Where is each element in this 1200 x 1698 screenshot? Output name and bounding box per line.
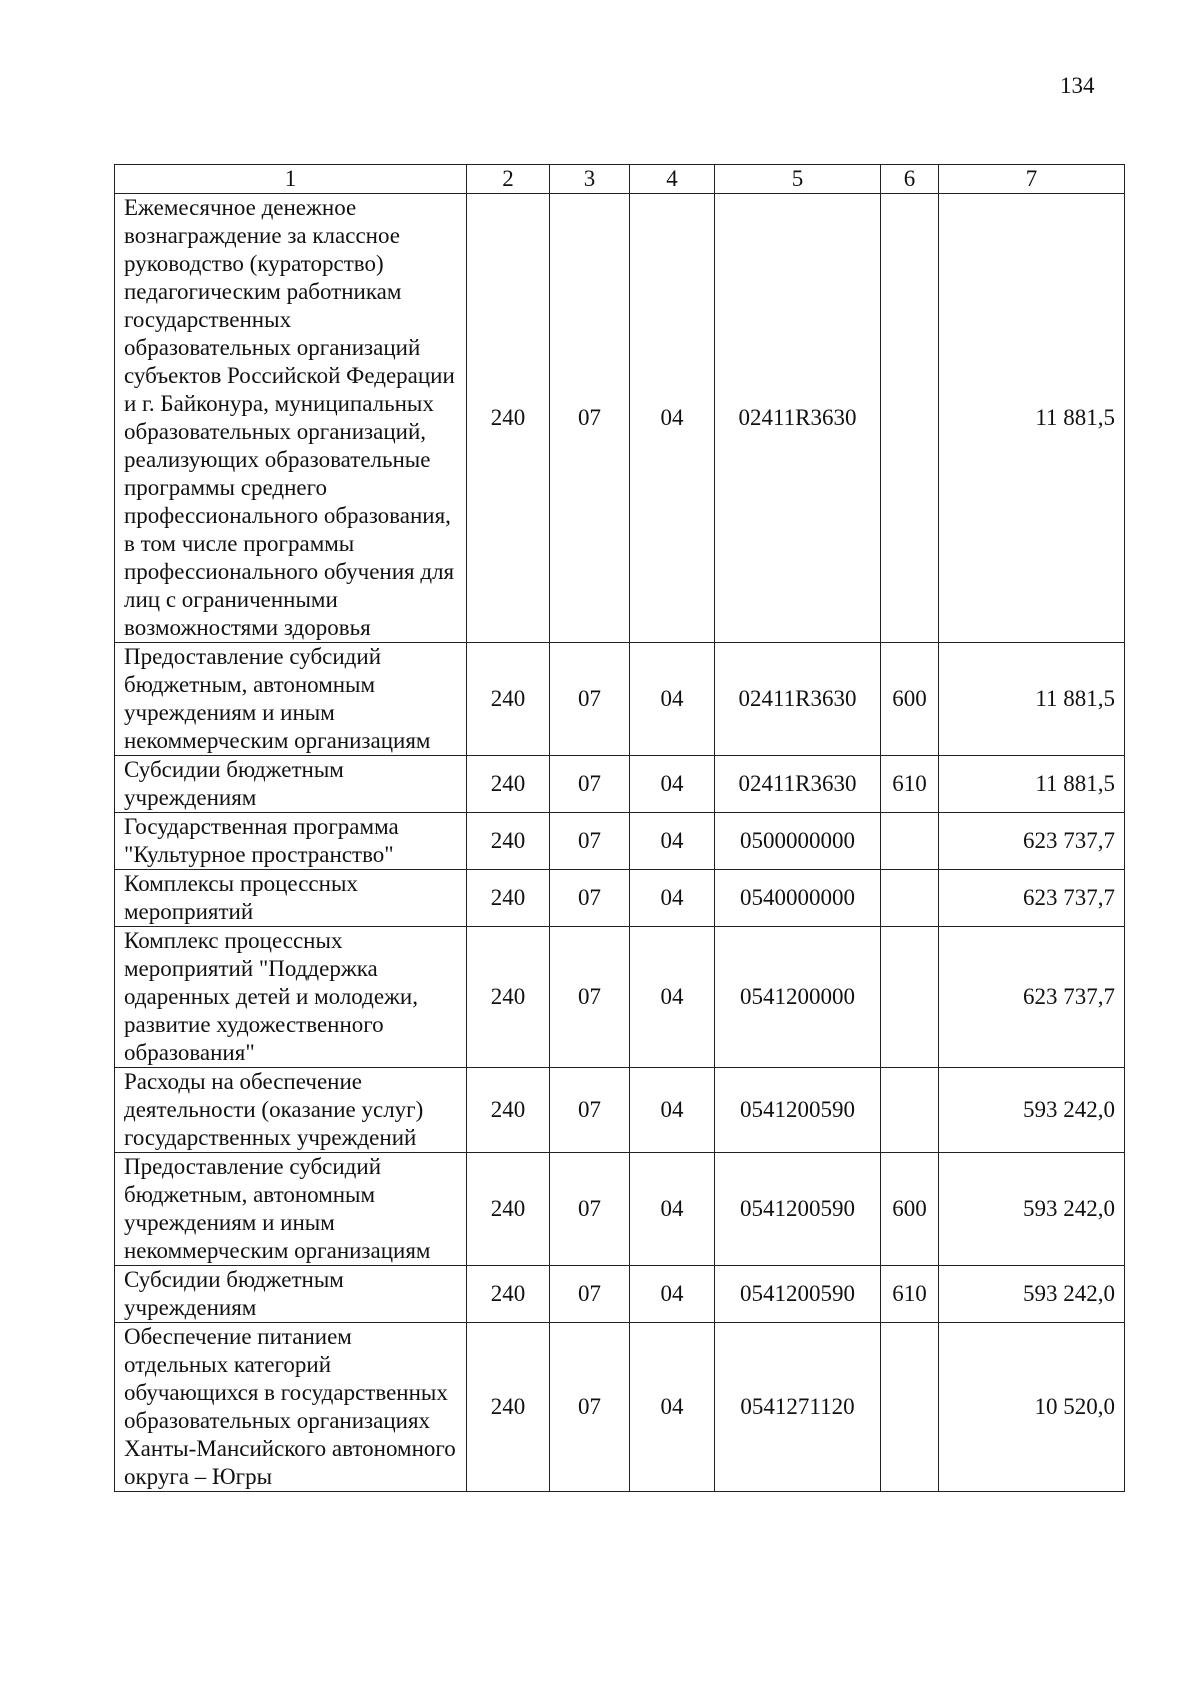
row-col-2: 240 — [467, 927, 550, 1068]
table-row — [115, 1266, 1125, 1323]
table-row — [115, 1323, 1125, 1492]
row-col-5: 0541200590 — [715, 1068, 881, 1153]
row-name: Предоставление субсидий бюджетным, автономным учреждениям и иным некоммерческим организациям — [115, 643, 467, 756]
row-name: Расходы на обеспечение деятельности (оказание услуг) государственных учреждений — [115, 1068, 467, 1153]
row-amount: 11 881,5 — [939, 194, 1125, 643]
row-col-2: 240 — [467, 643, 550, 756]
row-col-4: 04 — [630, 813, 715, 870]
row-col-6 — [881, 870, 939, 927]
row-col-4: 04 — [630, 643, 715, 756]
row-col-2: 240 — [467, 756, 550, 813]
header-row — [115, 165, 1125, 194]
row-col-6 — [881, 194, 939, 643]
row-amount: 593 242,0 — [939, 1068, 1125, 1153]
row-col-6 — [881, 1068, 939, 1153]
row-col-4: 04 — [630, 194, 715, 643]
row-col-4: 04 — [630, 1068, 715, 1153]
row-amount: 10 520,0 — [939, 1323, 1125, 1492]
row-col-6: 610 — [881, 1266, 939, 1323]
row-col-3: 07 — [550, 756, 630, 813]
row-col-3: 07 — [550, 194, 630, 643]
row-col-4: 04 — [630, 870, 715, 927]
row-col-5: 0541200590 — [715, 1266, 881, 1323]
header-col-2: 2 — [467, 165, 550, 194]
row-col-6: 600 — [881, 1153, 939, 1266]
row-col-5: 0541271120 — [715, 1323, 881, 1492]
table-row — [115, 870, 1125, 927]
row-col-2: 240 — [467, 194, 550, 643]
header-col-5: 5 — [715, 165, 881, 194]
row-col-3: 07 — [550, 813, 630, 870]
budget-table — [114, 164, 1125, 1492]
header-col-3: 3 — [550, 165, 630, 194]
row-col-4: 04 — [630, 927, 715, 1068]
row-col-3: 07 — [550, 643, 630, 756]
row-name: Обеспечение питанием отдельных категорий обучающихся в государственных образовательных организациях Ханты-Мансийского автономного округа – Югры — [115, 1323, 467, 1492]
table-row — [115, 1068, 1125, 1153]
row-amount: 623 737,7 — [939, 813, 1125, 870]
row-col-2: 240 — [467, 870, 550, 927]
row-col-6 — [881, 1323, 939, 1492]
table-row — [115, 1153, 1125, 1266]
row-col-5: 0500000000 — [715, 813, 881, 870]
row-col-3: 07 — [550, 1266, 630, 1323]
row-col-3: 07 — [550, 927, 630, 1068]
row-col-2: 240 — [467, 1323, 550, 1492]
row-col-5: 0541200590 — [715, 1153, 881, 1266]
row-name: Субсидии бюджетным учреждениям — [115, 756, 467, 813]
row-col-4: 04 — [630, 1266, 715, 1323]
row-name: Государственная программа "Культурное пространство" — [115, 813, 467, 870]
row-col-4: 04 — [630, 1153, 715, 1266]
row-col-6 — [881, 927, 939, 1068]
table-row — [115, 813, 1125, 870]
table-header — [115, 165, 1125, 194]
row-amount: 593 242,0 — [939, 1266, 1125, 1323]
page-number: 134 — [1060, 73, 1095, 98]
row-name: Комплекс процессных мероприятий "Поддержка одаренных детей и молодежи, развитие художественного образования" — [115, 927, 467, 1068]
row-col-5: 0541200000 — [715, 927, 881, 1068]
row-col-5: 02411R3630 — [715, 194, 881, 643]
row-name: Предоставление субсидий бюджетным, автономным учреждениям и иным некоммерческим организациям — [115, 1153, 467, 1266]
table-row — [115, 927, 1125, 1068]
header-col-1: 1 — [115, 165, 467, 194]
row-col-3: 07 — [550, 1153, 630, 1266]
row-name: Субсидии бюджетным учреждениям — [115, 1266, 467, 1323]
row-col-6: 610 — [881, 756, 939, 813]
row-amount: 593 242,0 — [939, 1153, 1125, 1266]
row-name: Ежемесячное денежное вознаграждение за классное руководство (кураторство) педагогическим работникам государственных образовательных организаций субъектов Российской Федерации и г. Байконура, муниципальных образовательных организаций, реализующих образовательные программы среднего профессионального образования, в том числе программы профессионального обучения для лиц с ограниченными возможностями здоровья — [115, 194, 467, 643]
row-amount: 11 881,5 — [939, 756, 1125, 813]
row-col-2: 240 — [467, 1068, 550, 1153]
header-col-6: 6 — [881, 165, 939, 194]
header-col-7: 7 — [939, 165, 1125, 194]
table-row — [115, 194, 1125, 643]
row-col-5: 0540000000 — [715, 870, 881, 927]
row-col-3: 07 — [550, 1323, 630, 1492]
row-col-5: 02411R3630 — [715, 643, 881, 756]
row-col-2: 240 — [467, 1153, 550, 1266]
table-body — [115, 194, 1125, 1492]
row-col-5: 02411R3630 — [715, 756, 881, 813]
row-amount: 11 881,5 — [939, 643, 1125, 756]
table-row — [115, 643, 1125, 756]
row-col-4: 04 — [630, 756, 715, 813]
row-col-6: 600 — [881, 643, 939, 756]
row-col-2: 240 — [467, 1266, 550, 1323]
row-col-2: 240 — [467, 813, 550, 870]
row-col-4: 04 — [630, 1323, 715, 1492]
row-amount: 623 737,7 — [939, 870, 1125, 927]
row-amount: 623 737,7 — [939, 927, 1125, 1068]
row-col-6 — [881, 813, 939, 870]
row-name: Комплексы процессных мероприятий — [115, 870, 467, 927]
row-col-3: 07 — [550, 870, 630, 927]
row-col-3: 07 — [550, 1068, 630, 1153]
table-row — [115, 756, 1125, 813]
header-col-4: 4 — [630, 165, 715, 194]
